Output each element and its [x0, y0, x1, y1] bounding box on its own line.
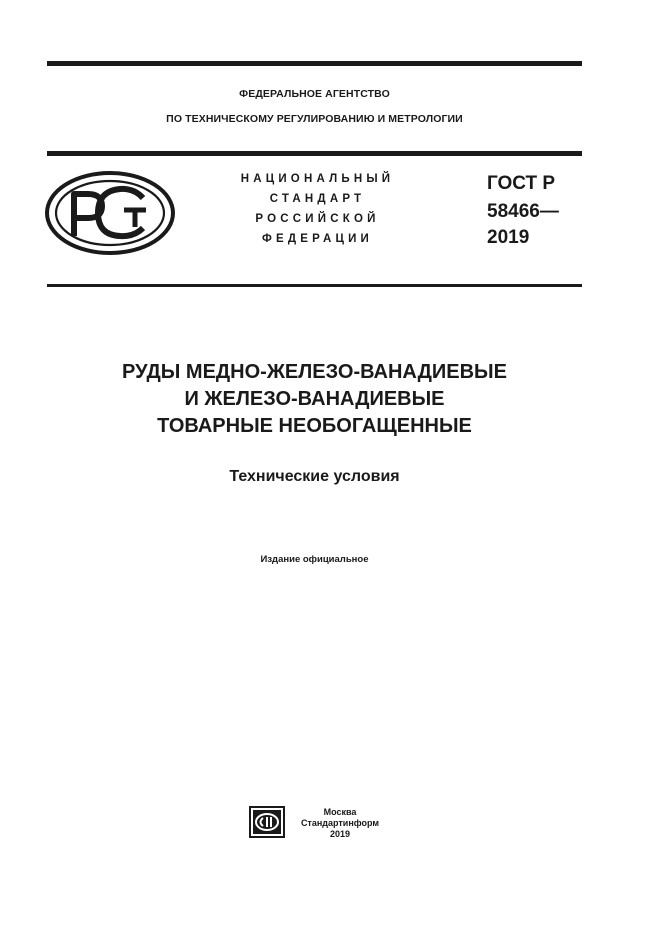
- standard-type-line3: РОССИЙСКОЙ: [255, 213, 380, 225]
- top-rule: [47, 61, 582, 66]
- document-subtitle: Технические условия: [229, 468, 400, 485]
- standard-type-line2: СТАНДАРТ: [269, 193, 366, 205]
- document-title-line1: РУДЫ МЕДНО-ЖЕЛЕЗО-ВАНАДИЕВЫЕ: [122, 361, 507, 383]
- publisher-city: Москва: [323, 807, 357, 817]
- document-title-line2: И ЖЕЛЕЗО-ВАНАДИЕВЫЕ: [184, 388, 445, 410]
- document-title-line3: ТОВАРНЫЕ НЕОБОГАЩЕННЫЕ: [157, 415, 472, 437]
- rst-certification-mark-icon: [44, 170, 176, 256]
- lower-rule: [47, 284, 582, 287]
- standard-type-line1: НАЦИОНАЛЬНЫЙ: [240, 173, 395, 185]
- standartinform-logo-icon: [249, 806, 285, 838]
- publisher-year: 2019: [329, 829, 351, 839]
- middle-rule: [47, 151, 582, 156]
- designation-line1: ГОСТ Р: [487, 173, 556, 194]
- designation-line2: 58466—: [487, 201, 559, 222]
- edition-note: Издание официальное: [260, 554, 369, 565]
- agency-name-line1: ФЕДЕРАЛЬНОЕ АГЕНТСТВО: [239, 88, 390, 100]
- standard-type-line4: ФЕДЕРАЦИИ: [261, 233, 374, 245]
- designation-line3: 2019: [487, 227, 530, 248]
- agency-name-line2: ПО ТЕХНИЧЕСКОМУ РЕГУЛИРОВАНИЮ И МЕТРОЛОГИИ: [166, 113, 463, 125]
- publisher-name: Стандартинформ: [300, 818, 380, 828]
